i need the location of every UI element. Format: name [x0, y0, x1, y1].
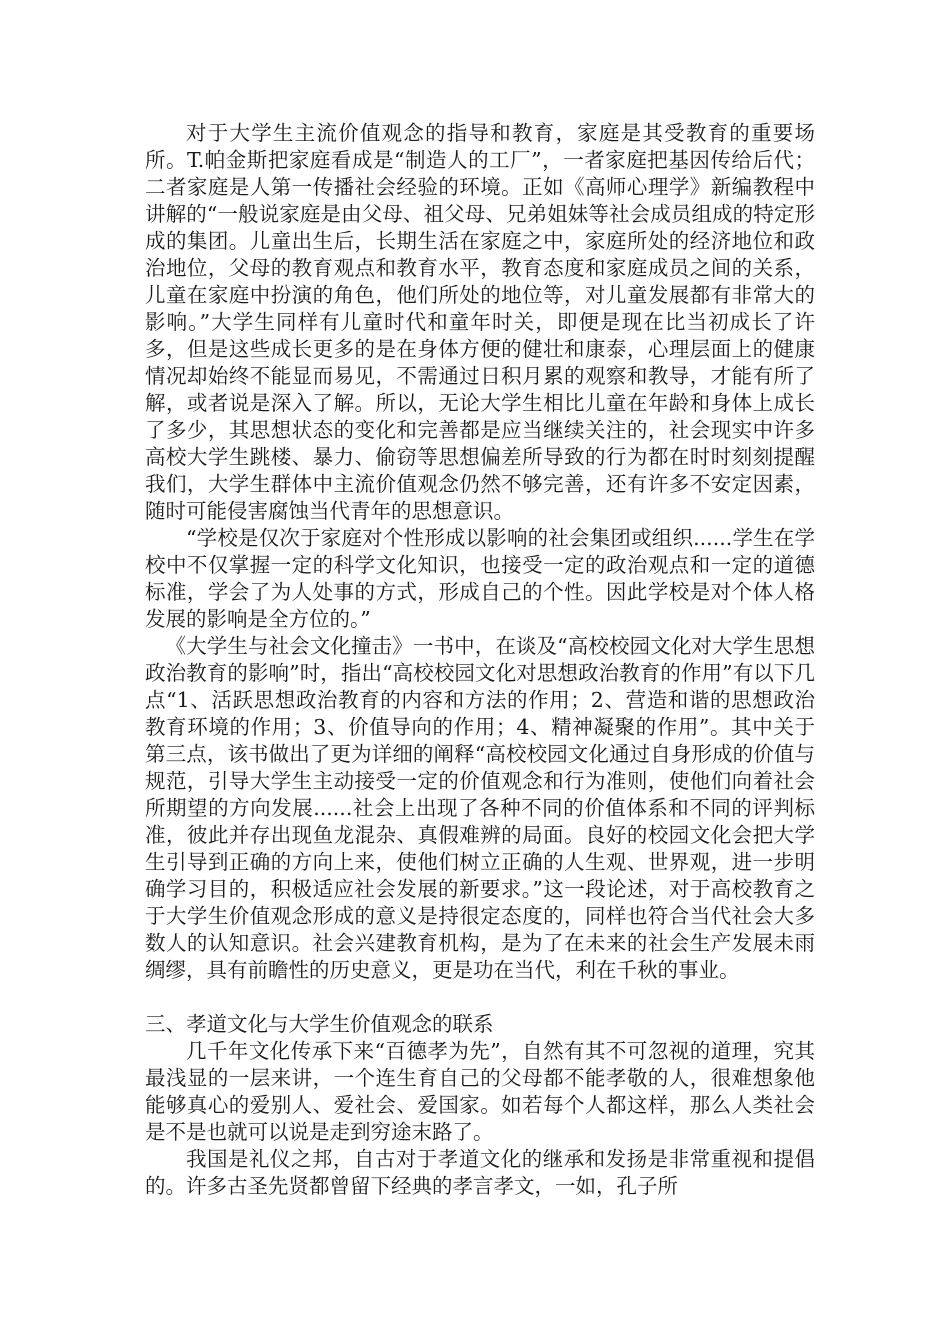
section-heading: 三、孝道文化与大学生价值观念的联系 — [145, 1012, 494, 1036]
body-paragraph-filial-piety: 几千年文化传承下来“百德孝为先”，自然有其不可忽视的道理，究其最浅显的一层来讲，一个连生育自己的父母都不能孝敬的人，很难想象他能够真心的爱别人、爱社会、爱国家。如若每个人都这样，那么人类社会是不是也就可以说是走到穷途末路了。 — [145, 1039, 815, 1144]
body-paragraph-etiquette: 我国是礼仪之邦，自古对于孝道文化的继承和发扬是非常重视和提倡的。许多古圣先贤都曾留下经典的孝言孝文，一如，孔子所 — [145, 1147, 815, 1198]
document-page — [145, 120, 815, 1200]
body-paragraph-school-quote: “学校是仅次于家庭对个性形成以影响的社会集团或组织......学生在学校中不仅掌握一定的科学文化知识，也接受一定的政治观点和一定的道德标准，学会了为人处事的方式，形成自己的个性。因此学校是对个体人格发展的影响是全方位的。” — [145, 526, 815, 631]
body-paragraph-campus-culture: 《大学生与社会文化撞击》一书中，在谈及“高校校园文化对大学生思想政治教育的影响”时，指出“高校校园文化对思想政治教育的作用”有以下几点“1、活跃思想政治教育的内容和方法的作用；2、营造和谐的思想政治教育环境的作用；3、价值导向的作用；4、精神凝聚的作用”。其中关于第三点，该书做出了更为详细的阐释“高校校园文化通过自身形成的价值与规范，引导大学生主动接受一定的价值观念和行为准则，使他们向着社会所期望的方向发展......社会上出现了各种不同的价值体系和不同的评判标准，彼此并存出现鱼龙混杂、真假难辨的局面。良好的校园文化会把大学生引导到正确的方向上来，使他们树立正确的人生观、世界观，进一步明确学习目的，积极适应社会发展的新要求。”这一段论述，对于高校教育之于大学生价值观念形成的意义是持很定态度的，同样也符合当代社会大多数人的认知意识。社会兴建教育机构，是为了在未来的社会生产发展未雨绸缪，具有前瞻性的历史意义，更是功在当代，利在千秋的事业。 — [145, 634, 815, 982]
body-paragraph-family: 对于大学生主流价值观念的指导和教育，家庭是其受教育的重要场所。T.帕金斯把家庭看成是“制造人的工厂”，一者家庭把基因传给后代；二者家庭是人第一传播社会经验的环境。正如《高师心理学》新编教程中讲解的“一般说家庭是由父母、祖父母、兄弟姐妹等社会成员组成的特定形成的集团。儿童出生后，长期生活在家庭之中，家庭所处的经济地位和政治地位，父母的教育观点和教育水平，教育态度和家庭成员之间的关系，儿童在家庭中扮演的角色，他们所处的地位等，对儿童发展都有非常大的影响。”大学生同样有儿童时代和童年时关，即便是现在比当初成长了许多，但是这些成长更多的是在身体方便的健壮和康泰，心理层面上的健康情况却始终不能显而易见，不需通过日积月累的观察和教导，才能有所了解，或者说是深入了解。所以，无论大学生相比儿童在年龄和身体上成长了多少，其思想状态的变化和完善都是应当继续关注的，社会现实中许多高校大学生跳楼、暴力、偷窃等思想偏差所导致的行为都在时时刻刻提醒我们，大学生群体中主流价值观念仍然不够完善，还有许多不安定因素，随时可能侵害腐蚀当代青年的思想意识。 — [145, 121, 815, 523]
